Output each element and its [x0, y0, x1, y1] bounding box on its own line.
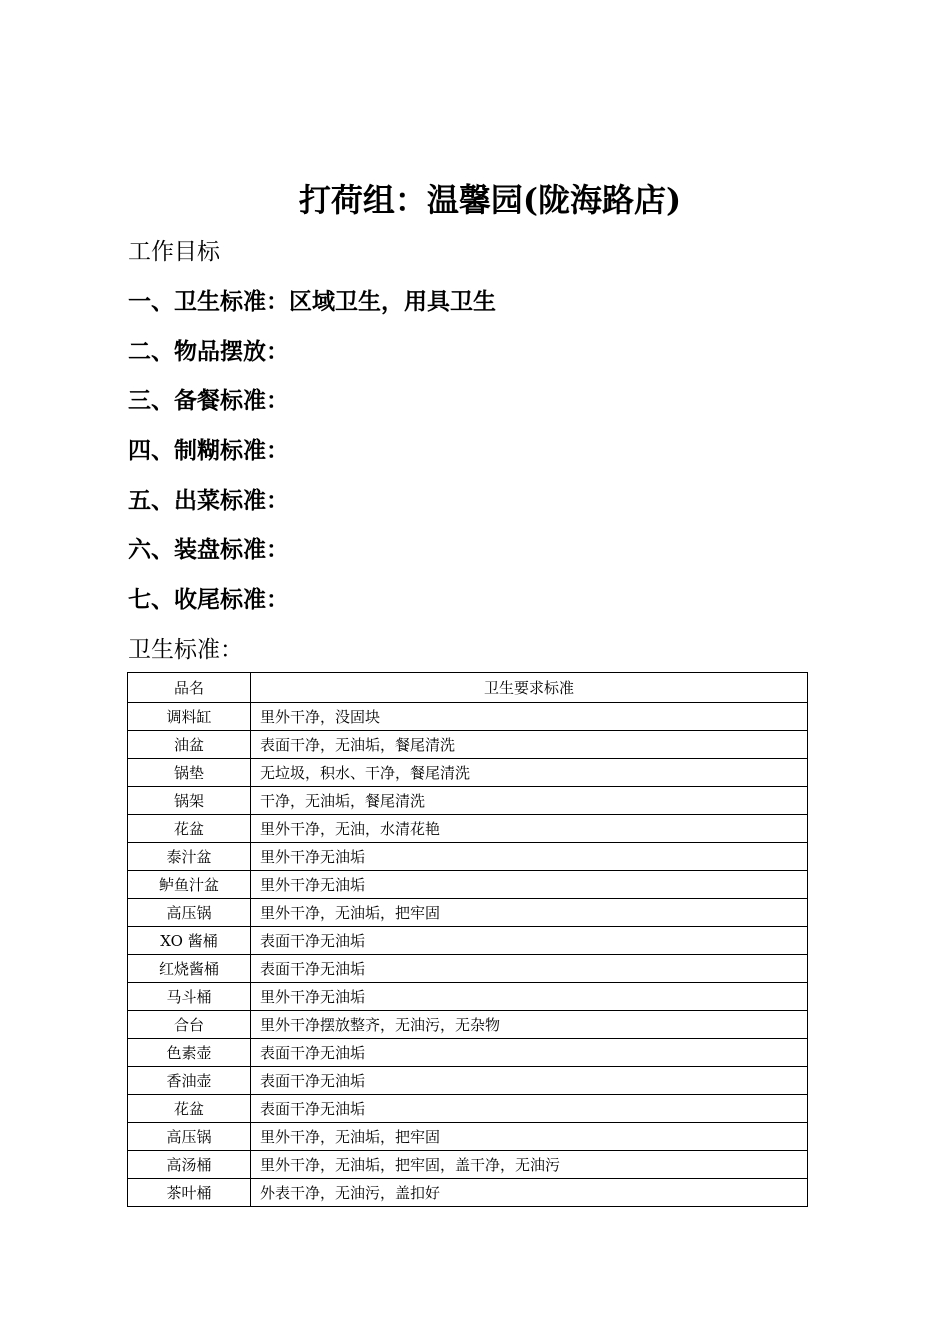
section-item-3: 三、备餐标准： [128, 387, 289, 414]
table-row [128, 955, 808, 983]
requirement-cell: 表面干净无油垢 [251, 955, 808, 983]
table-row [128, 731, 808, 759]
item-name-cell: 锅架 [128, 787, 251, 815]
requirement-cell: 表面干净无油垢 [251, 1039, 808, 1067]
document-title: 打荷组：温馨园(陇海路店) [298, 181, 682, 219]
table-row [128, 1179, 808, 1207]
requirement-cell: 里外干净，无油垢，把牢固 [251, 899, 808, 927]
requirement-cell: 里外干净无油垢 [251, 983, 808, 1011]
item-name-cell: 合台 [128, 1011, 251, 1039]
section-item-7: 七、收尾标准： [128, 586, 289, 613]
requirement-cell: 里外干净，无油垢，把牢固，盖干净，无油污 [251, 1151, 808, 1179]
table-row [128, 1151, 808, 1179]
table-row [128, 1095, 808, 1123]
item-name-cell: 高汤桶 [128, 1151, 251, 1179]
requirement-cell: 外表干净，无油污，盖扣好 [251, 1179, 808, 1207]
requirement-cell: 表面干净无油垢 [251, 927, 808, 955]
item-name-cell: 花盆 [128, 815, 251, 843]
item-name-cell: 香油壶 [128, 1067, 251, 1095]
requirement-cell: 里外干净无油垢 [251, 843, 808, 871]
table-row [128, 1011, 808, 1039]
requirement-cell: 干净，无油垢，餐尾清洗 [251, 787, 808, 815]
table-row [128, 815, 808, 843]
table-row [128, 899, 808, 927]
requirement-cell: 里外干净，无油垢，把牢固 [251, 1123, 808, 1151]
table-row [128, 871, 808, 899]
item-name-cell: 高压锅 [128, 899, 251, 927]
item-name-cell: 花盆 [128, 1095, 251, 1123]
section-item-5: 五、出菜标准： [128, 487, 289, 514]
requirement-cell: 表面干净无油垢 [251, 1067, 808, 1095]
table-row [128, 843, 808, 871]
table-row [128, 983, 808, 1011]
table-row [128, 1123, 808, 1151]
table-row [128, 703, 808, 731]
item-name-cell: 锅垫 [128, 759, 251, 787]
requirement-cell: 表面干净无油垢 [251, 1095, 808, 1123]
table-header-row [128, 673, 808, 703]
section-item-1: 一、卫生标准：区域卫生，用具卫生 [128, 288, 496, 315]
requirement-cell: 里外干净，无油，水清花艳 [251, 815, 808, 843]
hygiene-standard-heading: 卫生标准： [128, 637, 243, 663]
requirement-cell: 里外干净，没固块 [251, 703, 808, 731]
item-name-cell: 油盆 [128, 731, 251, 759]
requirement-cell: 表面干净，无油垢，餐尾清洗 [251, 731, 808, 759]
table-body [128, 703, 808, 1207]
table-row [128, 1067, 808, 1095]
table-row [128, 927, 808, 955]
item-name-cell: 高压锅 [128, 1123, 251, 1151]
item-name-cell: 红烧酱桶 [128, 955, 251, 983]
section-item-4: 四、制糊标准： [128, 437, 289, 464]
requirement-cell: 里外干净摆放整齐，无油污，无杂物 [251, 1011, 808, 1039]
item-name-cell: 泰汁盆 [128, 843, 251, 871]
work-goal-heading: 工作目标 [128, 239, 220, 265]
item-name-cell: 茶叶桶 [128, 1179, 251, 1207]
item-name-cell: 鲈鱼汁盆 [128, 871, 251, 899]
requirement-cell: 里外干净无油垢 [251, 871, 808, 899]
table-row [128, 1039, 808, 1067]
table-row [128, 759, 808, 787]
item-name-cell: XO 酱桶 [128, 927, 251, 955]
requirement-cell: 无垃圾，积水、干净，餐尾清洗 [251, 759, 808, 787]
hygiene-standard-table [127, 672, 808, 1207]
column-header-requirement: 卫生要求标准 [251, 673, 808, 703]
item-name-cell: 马斗桶 [128, 983, 251, 1011]
section-item-2: 二、物品摆放： [128, 338, 289, 365]
section-item-6: 六、装盘标准： [128, 536, 289, 563]
item-name-cell: 调料缸 [128, 703, 251, 731]
column-header-item-name: 品名 [128, 673, 251, 703]
table-row [128, 787, 808, 815]
item-name-cell: 色素壶 [128, 1039, 251, 1067]
